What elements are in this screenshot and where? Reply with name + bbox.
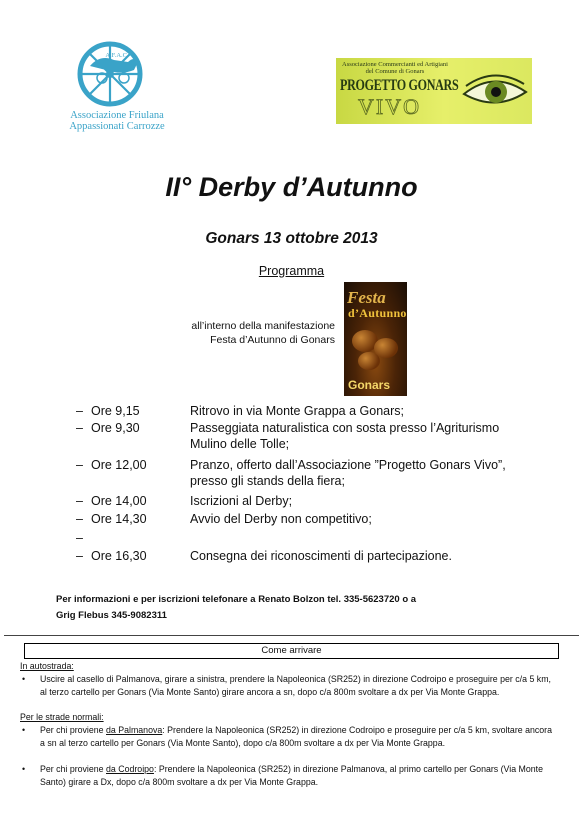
palmanova-text: : Prendere la Napoleonica (SR252) in direzione Codroipo e proseguire per c/a 5 km, svoltare ancora a sn al terzo cartello per Gonars (Via Monte Santo), dopo c/a 800m svoltare a dx per Via Monte Grappa. [40, 725, 552, 748]
highway-label: In autostrada: [20, 661, 74, 671]
list-dash: – [76, 421, 83, 435]
palmanova-link: da Palmanova [106, 725, 163, 735]
palmanova-directions [40, 724, 558, 749]
contact-line1: Per informazioni e per iscrizioni telefonare a Renato Bolzon tel. 335-5623720 o a [56, 594, 417, 605]
schedule-time: Ore 12,00 [91, 458, 147, 472]
afac-name-line1: Associazione Friulana [70, 110, 164, 121]
directions-heading: Come arrivare [24, 643, 559, 659]
context-line-1: all’interno della manifestazione [191, 320, 335, 332]
schedule-time: Ore 14,00 [91, 494, 147, 508]
schedule-desc: Iscrizioni al Derby; [190, 494, 293, 508]
afac-logo [62, 30, 172, 140]
afac-initials: A.F.A.C. [105, 52, 129, 59]
codroipo-directions [40, 763, 558, 788]
context-line-2: Festa d’Autunno di Gonars [210, 334, 335, 346]
afac-name-line2: Appassionati Carrozze [69, 121, 165, 132]
schedule-desc: Ritrovo in via Monte Grappa a Gonars; [190, 404, 404, 418]
list-dash: – [76, 458, 83, 472]
gonars-logo-title: PROGETTO GONARS [340, 77, 459, 94]
schedule-desc: Consegna dei riconoscimenti di partecipazione. [190, 549, 452, 563]
schedule-time: Ore 16,30 [91, 549, 147, 563]
poster-line1: Festa [347, 288, 386, 307]
palmanova-prefix: Per chi proviene [40, 725, 107, 735]
progetto-gonars-logo [336, 58, 532, 124]
schedule-time: Ore 14,30 [91, 512, 147, 526]
highway-directions: • Uscire al casello di Palmanova, girare a sinistra, prendere la Napoleonica (SR252) in direzione Codroipo e proseguire per c/a 5 km, al terzo cartello per Gonars (Via Monte Santo) girare ancora a sn, dopo c/a 800m svoltare a dx per Via Monte Grappa. [40, 673, 558, 698]
gonars-assoc-line1: Associazione Commercianti ed Artigiani [342, 61, 448, 68]
poster-line3: Gonars [348, 378, 391, 392]
codroipo-link: da Codroipo [106, 764, 154, 774]
codroipo-prefix: Per chi proviene [40, 764, 107, 774]
schedule-desc: Avvio del Derby non competitivo; [190, 512, 372, 526]
schedule-time: Ore 9,30 [91, 421, 140, 435]
programma-heading: Programma [258, 264, 325, 278]
festa-autunno-poster [344, 282, 407, 396]
list-dash: – [76, 549, 83, 563]
event-title: II° Derby d’Autunno [165, 172, 418, 202]
gonars-logo-subtitle: VIVO [358, 94, 421, 119]
schedule-desc: Pranzo, offerto dall’Associazione ”Progetto Gonars Vivo”, presso gli stands della fiera; [190, 458, 506, 488]
list-dash: – [76, 531, 83, 545]
list-dash: – [76, 404, 83, 418]
poster-line2: d’Autunno [348, 306, 407, 320]
list-dash: – [76, 512, 83, 526]
event-subtitle: Gonars 13 ottobre 2013 [205, 230, 378, 247]
schedule-desc: Passeggiata naturalistica con sosta presso l’Agriturismo Mulino delle Tolle; [190, 421, 500, 451]
list-dash: – [76, 494, 83, 508]
normal-roads-label: Per le strade normali: [20, 712, 104, 722]
carriage-wheel-icon [62, 30, 172, 110]
eye-icon [460, 68, 530, 116]
contact-info [56, 592, 476, 624]
gonars-assoc-line2: del Comune di Gonars [365, 68, 425, 75]
section-divider [4, 635, 579, 636]
schedule-time: Ore 9,15 [91, 404, 140, 418]
codroipo-text: : Prendere la Napoleonica (SR252) in direzione Palmanova, al primo cartello per Gonars (Via Monte Santo) girare a Dx, dopo c/a 800m svoltare a dx per Via Monte Grappa. [40, 764, 544, 787]
contact-line2: Grig Flebus 345-9082311 [56, 610, 167, 621]
